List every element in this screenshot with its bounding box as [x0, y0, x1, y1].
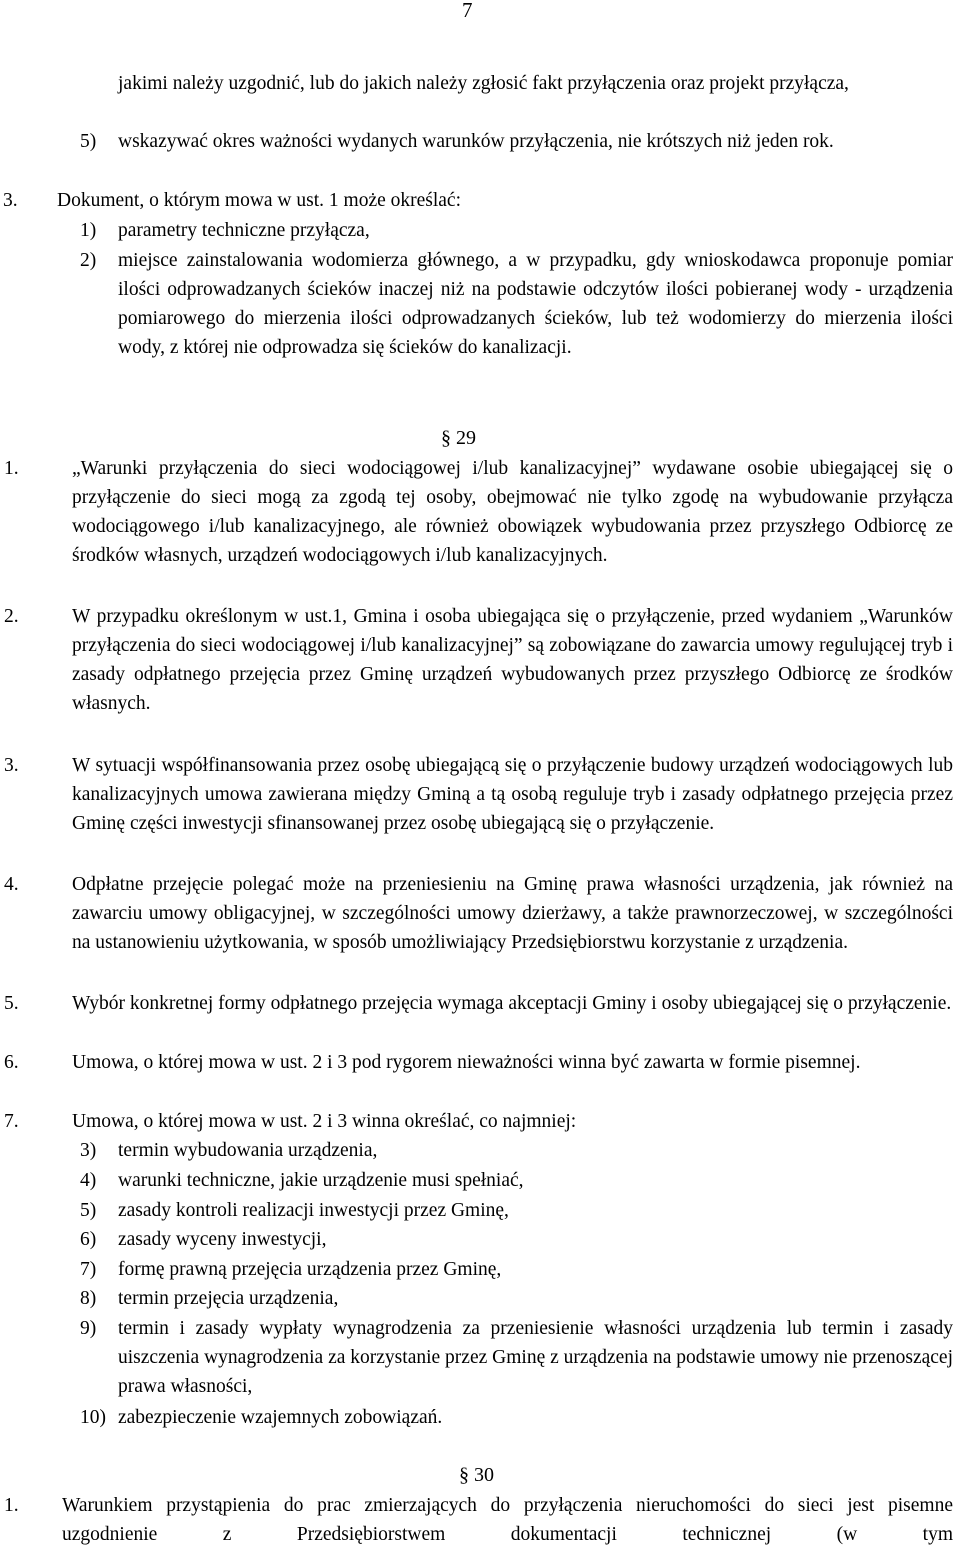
list-item-number: 5): [80, 131, 97, 152]
list-item-number: 9): [80, 1318, 97, 1339]
list-item-number: 2): [80, 250, 97, 271]
list-item-text: Umowa, o której mowa w ust. 2 i 3 pod rygorem nieważności winna być zawarta w formie pisemnej.: [72, 1052, 861, 1073]
list-item-number: 4): [80, 1170, 97, 1191]
list-item-number: 8): [80, 1288, 97, 1309]
list-item-number: 3.: [4, 755, 19, 776]
list-item-number: 7.: [4, 1111, 19, 1132]
list-item-text: zasady wyceny inwestycji,: [118, 1229, 327, 1250]
list-item-number: 5): [80, 1200, 97, 1221]
list-item-text: „Warunki przyłączenia do sieci wodociągowej i/lub kanalizacyjnej” wydawane osobie ubiegającej się o przyłączenie do sieci mogą za zgodą tej osoby, obejmować nie tylko zgodę na wybudowanie przyłącza wodociągowego i/lub kanalizacyjnego, ale również obowiązek wybudowania przez przyszłego Odbiorcę ze środków własnych, urządzeń wodociągowych i/lub kanalizacyjnych.: [72, 458, 953, 566]
list-item-number: 6.: [4, 1052, 19, 1073]
list-item-text: Odpłatne przejęcie polegać może na przeniesieniu na Gminę prawa własności urządzenia, jak również na zawarciu umowy obligacyjnej, w szczególności umowy dzierżawy, a także prawnorzeczowej, w szczególności na ustanowieniu użytkowania, w sposób umożliwiający Przedsiębiorstwu korzystanie z urządzenia.: [72, 874, 953, 953]
list-item-text: W sytuacji współfinansowania przez osobę ubiegającą się o przyłączenie budowy urządzeń wodociągowych lub kanalizacyjnych umowa zawierana między Gminą a tą osobą reguluje tryb i zasady odpłatnego przejęcia przez Gminę części inwestycji sfinansowanej przez osobę ubiegającą się o przyłączenie.: [72, 755, 953, 834]
section-heading: § 29: [441, 427, 476, 449]
list-item-number: 3.: [3, 190, 18, 211]
list-item-number: 7): [80, 1259, 97, 1280]
list-item-text: W przypadku określonym w ust.1, Gmina i osoba ubiegająca się o przyłączenie, przed wydaniem „Warunków przyłączenia do sieci wodociągowej i/lub kanalizacyjnej” są zobowiązane do zawarcia umowy regulującej tryb i zasady odpłatnego przejęcia przez Gminę urządzeń wybudowanych przez przyszłego Odbiorcę ze środków własnych.: [72, 606, 953, 714]
list-item-text: termin przejęcia urządzenia,: [118, 1288, 339, 1309]
list-item-text: Wybór konkretnej formy odpłatnego przejęcia wymaga akceptacji Gminy i osoby ubiegającej się o przyłączenie.: [72, 993, 952, 1014]
list-item-text: wskazywać okres ważności wydanych warunków przyłączenia, nie krótszych niż jeden rok.: [118, 131, 834, 152]
list-item-text: termin i zasady wypłaty wynagrodzenia za przeniesienie własności urządzenia lub termin i zasady uiszczenia wynagrodzenia za korzystanie przez Gminę z urządzenia na podstawie umowy nie przenoszącej prawa własności,: [118, 1318, 953, 1397]
list-item-number: 4.: [4, 874, 19, 895]
list-item-text: warunki techniczne, jakie urządzenie musi spełniać,: [118, 1170, 524, 1191]
list-item-text: parametry techniczne przyłącza,: [118, 220, 370, 241]
list-item-number: 2.: [4, 606, 19, 627]
list-item-text: miejsce zainstalowania wodomierza głównego, a w przypadku, gdy wnioskodawca proponuje pomiar ilości odprowadzanych ścieków inaczej niż na podstawie odczytów ilości pobieranej wody - urządzenia pomiarowego do mierzenia ilości odprowadzanych ścieków, lub też wodomierzy do mierzenia ilości wody, z której nie odprowadza się ścieków do kanalizacji.: [118, 250, 953, 358]
list-item-text: formę prawną przejęcia urządzenia przez Gminę,: [118, 1259, 502, 1280]
list-item-text: termin wybudowania urządzenia,: [118, 1140, 378, 1161]
list-item-number: 10): [80, 1407, 106, 1428]
section-heading: § 30: [459, 1464, 494, 1486]
list-item-text: Dokument, o którym mowa w ust. 1 może określać:: [57, 190, 462, 211]
list-item-text: Warunkiem przystąpienia do prac zmierzających do przyłączenia nieruchomości do sieci jest pisemne uzgodnienie z Przedsiębiorstwem dokumentacji technicznej (w tym: [62, 1495, 953, 1545]
list-item-text: Umowa, o której mowa w ust. 2 i 3 winna określać, co najmniej:: [72, 1111, 577, 1132]
list-item-text: zabezpieczenie wzajemnych zobowiązań.: [118, 1407, 443, 1428]
list-item-number: 1.: [4, 1495, 19, 1516]
list-item-number: 1.: [4, 458, 19, 479]
list-item-number: 1): [80, 220, 97, 241]
continuation-text: jakimi należy uzgodnić, lub do jakich należy zgłosić fakt przyłączenia oraz projekt przyłącza,: [118, 73, 849, 94]
list-item-number: 3): [80, 1140, 97, 1161]
list-item-number: 5.: [4, 993, 19, 1014]
page-number: 7: [462, 0, 473, 22]
list-item-number: 6): [80, 1229, 97, 1250]
list-item-text: zasady kontroli realizacji inwestycji przez Gminę,: [118, 1200, 509, 1221]
